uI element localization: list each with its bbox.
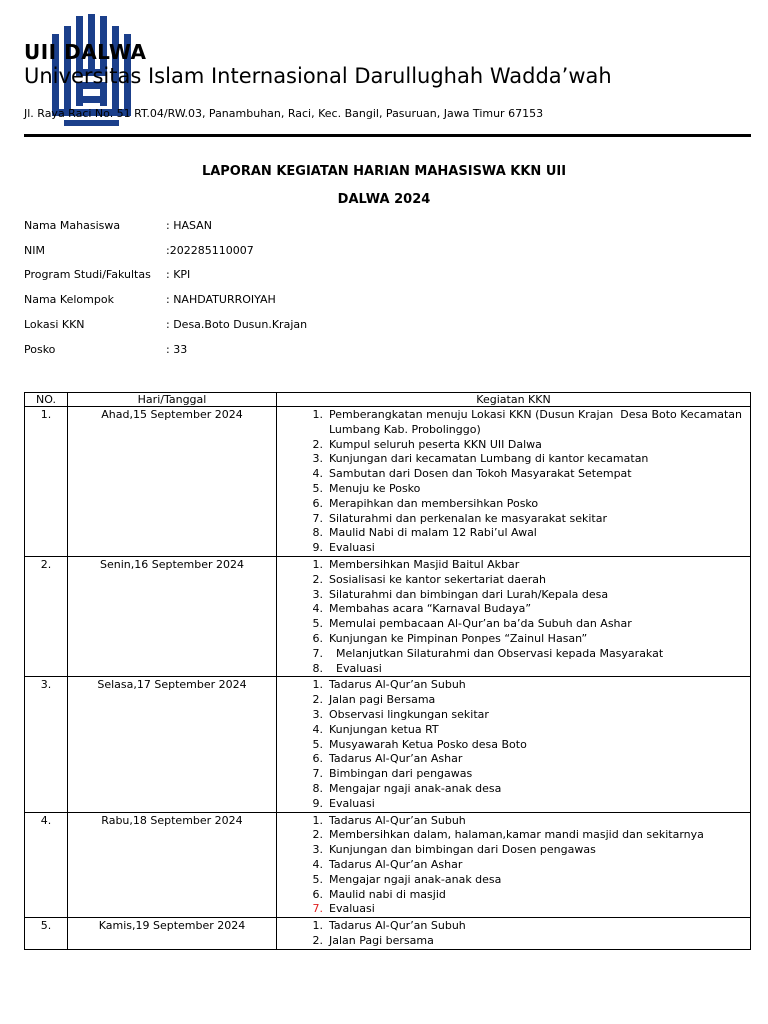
list-item-text: Jalan Pagi bersama	[329, 933, 434, 947]
list-item	[277, 541, 746, 556]
row-number: 4.	[25, 812, 68, 918]
list-item	[277, 919, 746, 934]
table-row	[25, 556, 751, 676]
list-item-text: Membahas acara “Karnaval Budaya”	[329, 602, 532, 616]
list-item-number: 6.	[312, 887, 323, 901]
list-item	[277, 662, 746, 677]
list-item	[277, 467, 746, 482]
row-date: Senin,16 September 2024	[68, 556, 277, 676]
list-item	[277, 602, 746, 617]
list-item-number: 1.	[312, 813, 323, 827]
header-activities: Kegiatan KKN	[277, 393, 751, 407]
list-item	[277, 482, 746, 497]
list-item	[277, 752, 746, 767]
list-item-text: Tadarus Al-Qur’an Subuh	[329, 919, 466, 933]
list-item	[277, 708, 746, 723]
info-value: : 33	[166, 342, 188, 356]
list-item-text: Jalan pagi Bersama	[329, 693, 436, 707]
list-item-text: Kunjungan ketua RT	[329, 722, 439, 736]
list-item-number: 4.	[312, 722, 323, 736]
info-label: Nama Mahasiswa	[24, 219, 121, 232]
activity-list	[277, 678, 746, 811]
info-label: Nama Kelompok	[24, 293, 114, 307]
header-no: NO.	[25, 393, 68, 407]
report-subtitle: DALWA 2024	[337, 192, 431, 207]
list-item-text: Pemberangkatan menuju Lokasi KKN (Dusun Krajan Desa Boto Kecamatan Lumbang Kab. Probolinggo)	[329, 408, 746, 436]
list-item-number: 2.	[312, 693, 323, 707]
list-item-text: Evaluasi	[329, 902, 375, 916]
list-item	[277, 902, 746, 917]
row-number: 1.	[25, 407, 68, 557]
list-item	[277, 828, 746, 843]
list-item-text: Mengajar ngaji anak-anak desa	[329, 781, 502, 795]
list-item-number: 8.	[312, 781, 323, 795]
list-item	[277, 814, 746, 829]
list-item	[277, 408, 746, 438]
info-value: : KPI	[166, 268, 191, 282]
list-item-text: Maulid Nabi di malam 12 Rabi’ul Awal	[329, 526, 537, 540]
list-item	[277, 617, 746, 632]
list-item-text: Tadarus Al-Qur’an Ashar	[329, 752, 463, 766]
list-item	[277, 738, 746, 753]
list-item	[277, 843, 746, 858]
list-item	[277, 512, 746, 527]
table-row	[25, 812, 751, 918]
university-short-name: UII DALWA	[24, 40, 147, 64]
list-item	[277, 497, 746, 512]
table-row	[25, 677, 751, 812]
list-item	[277, 934, 746, 949]
list-item-text: Melanjutkan Silaturahmi dan Observasi kepada Masyarakat	[329, 646, 664, 660]
row-activities	[277, 812, 751, 918]
list-item-text: Bimbingan dari pengawas	[329, 767, 473, 781]
list-item-number: 6.	[312, 496, 323, 510]
info-label: NIM	[24, 243, 45, 257]
activity-table	[24, 392, 751, 950]
list-item-number: 9.	[312, 796, 323, 810]
row-number: 3.	[25, 677, 68, 812]
list-item-text: Menuju ke Posko	[329, 481, 421, 495]
list-item-number: 2.	[312, 828, 323, 842]
list-item	[277, 678, 746, 693]
list-item-number: 2.	[312, 437, 323, 451]
row-activities	[277, 677, 751, 812]
list-item	[277, 888, 746, 903]
list-item-text: Kumpul seluruh peserta KKN UII Dalwa	[329, 437, 542, 451]
list-item-number: 5.	[312, 872, 323, 886]
list-item-number: 3.	[312, 587, 323, 601]
info-value: : NAHDATURROIYAH	[166, 293, 276, 307]
list-item-text: Membersihkan Masjid Baitul Akbar	[329, 557, 520, 571]
list-item-number: 2.	[312, 572, 323, 586]
list-item-number: 1.	[312, 408, 323, 421]
list-item-text: Evaluasi	[329, 661, 382, 675]
list-item	[277, 693, 746, 708]
table-row	[25, 407, 751, 557]
list-item	[277, 647, 746, 662]
list-item-text: Membersihkan dalam, halaman,kamar mandi masjid dan sekitarnya	[329, 828, 704, 842]
list-item-text: Sosialisasi ke kantor sekertariat daerah	[329, 572, 546, 586]
list-item	[277, 873, 746, 888]
row-activities	[277, 918, 751, 950]
list-item-number: 6.	[312, 752, 323, 766]
info-value: : HASAN	[166, 219, 212, 232]
info-label: Posko	[24, 342, 56, 356]
list-item	[277, 573, 746, 588]
list-item	[277, 858, 746, 873]
university-full-name: Universitas Islam Internasional Darullughah Wadda’wah	[24, 64, 612, 88]
list-item-number: 8.	[312, 661, 323, 675]
report-title: LAPORAN KEGIATAN HARIAN MAHASISWA KKN UII	[201, 164, 567, 179]
list-item-number: 5.	[312, 617, 323, 631]
list-item-number: 1.	[312, 919, 323, 933]
row-activities	[277, 407, 751, 557]
list-item-text: Merapihkan dan membersihkan Posko	[329, 496, 539, 510]
list-item	[277, 723, 746, 738]
list-item-number: 2.	[312, 933, 323, 947]
list-item-text: Mengajar ngaji anak-anak desa	[329, 872, 502, 886]
list-item-text: Evaluasi	[329, 796, 375, 810]
list-item	[277, 782, 746, 797]
header-divider	[24, 134, 751, 137]
row-number: 2.	[25, 556, 68, 676]
list-item	[277, 558, 746, 573]
info-label: Program Studi/Fakultas	[24, 268, 151, 282]
list-item-number: 3.	[312, 452, 323, 466]
list-item-number: 4.	[312, 467, 323, 481]
header-day: Hari/Tanggal	[68, 393, 277, 407]
list-item-text: Tadarus Al-Qur’an Subuh	[329, 678, 466, 692]
list-item-number: 7.	[312, 902, 323, 916]
activity-list	[277, 919, 746, 949]
row-activities	[277, 556, 751, 676]
list-item-text: Observasi lingkungan sekitar	[329, 707, 489, 721]
list-item-text: Silaturahmi dan bimbingan dari Lurah/Kepala desa	[329, 587, 609, 601]
list-item-number: 5.	[312, 737, 323, 751]
list-item-number: 4.	[312, 857, 323, 871]
info-value: :202285110007	[166, 243, 254, 257]
activity-list	[277, 408, 746, 556]
list-item-number: 7.	[312, 767, 323, 781]
list-item-number: 7.	[312, 511, 323, 525]
list-item-number: 7.	[312, 646, 323, 660]
list-item	[277, 438, 746, 453]
row-date: Rabu,18 September 2024	[68, 812, 277, 918]
list-item	[277, 588, 746, 603]
list-item-number: 3.	[312, 707, 323, 721]
list-item-text: Kunjungan ke Pimpinan Ponpes “Zainul Hasan”	[329, 631, 588, 645]
list-item	[277, 797, 746, 812]
list-item-number: 6.	[312, 631, 323, 645]
list-item-number: 1.	[312, 678, 323, 692]
list-item	[277, 452, 746, 467]
row-number: 5.	[25, 918, 68, 950]
list-item-number: 5.	[312, 481, 323, 495]
row-date: Selasa,17 September 2024	[68, 677, 277, 812]
activity-list	[277, 814, 746, 918]
list-item-text: Kunjungan dan bimbingan dari Dosen pengawas	[329, 843, 596, 857]
list-item-number: 8.	[312, 526, 323, 540]
row-date: Kamis,19 September 2024	[68, 918, 277, 950]
list-item-number: 9.	[312, 541, 323, 555]
list-item-text: Maulid nabi di masjid	[329, 887, 446, 901]
info-label: Lokasi KKN	[24, 317, 85, 331]
list-item-text: Tadarus Al-Qur’an Subuh	[329, 813, 466, 827]
list-item-text: Tadarus Al-Qur’an Ashar	[329, 857, 463, 871]
list-item-number: 1.	[312, 557, 323, 571]
list-item-text: Musyawarah Ketua Posko desa Boto	[329, 737, 527, 751]
list-item	[277, 526, 746, 541]
list-item-text: Sambutan dari Dosen dan Tokoh Masyarakat Setempat	[329, 467, 632, 481]
list-item-text: Silaturahmi dan perkenalan ke masyarakat sekitar	[329, 511, 607, 525]
university-address: Jl. Raya Raci No. 51 RT.04/RW.03, Panambuhan, Raci, Kec. Bangil, Pasuruan, Jawa Timur 67153	[24, 107, 544, 120]
list-item	[277, 632, 746, 647]
list-item-text: Memulai pembacaan Al-Qur’an ba’da Subuh dan Ashar	[329, 617, 632, 631]
list-item-number: 4.	[312, 602, 323, 616]
activity-list	[277, 558, 746, 676]
list-item	[277, 767, 746, 782]
table-header-row	[25, 393, 751, 407]
row-date: Ahad,15 September 2024	[68, 407, 277, 557]
list-item-number: 3.	[312, 843, 323, 857]
list-item-text: Evaluasi	[329, 541, 375, 555]
list-item-text: Kunjungan dari kecamatan Lumbang di kantor kecamatan	[329, 452, 649, 466]
info-value: : Desa.Boto Dusun.Krajan	[166, 317, 308, 331]
table-row	[25, 918, 751, 950]
